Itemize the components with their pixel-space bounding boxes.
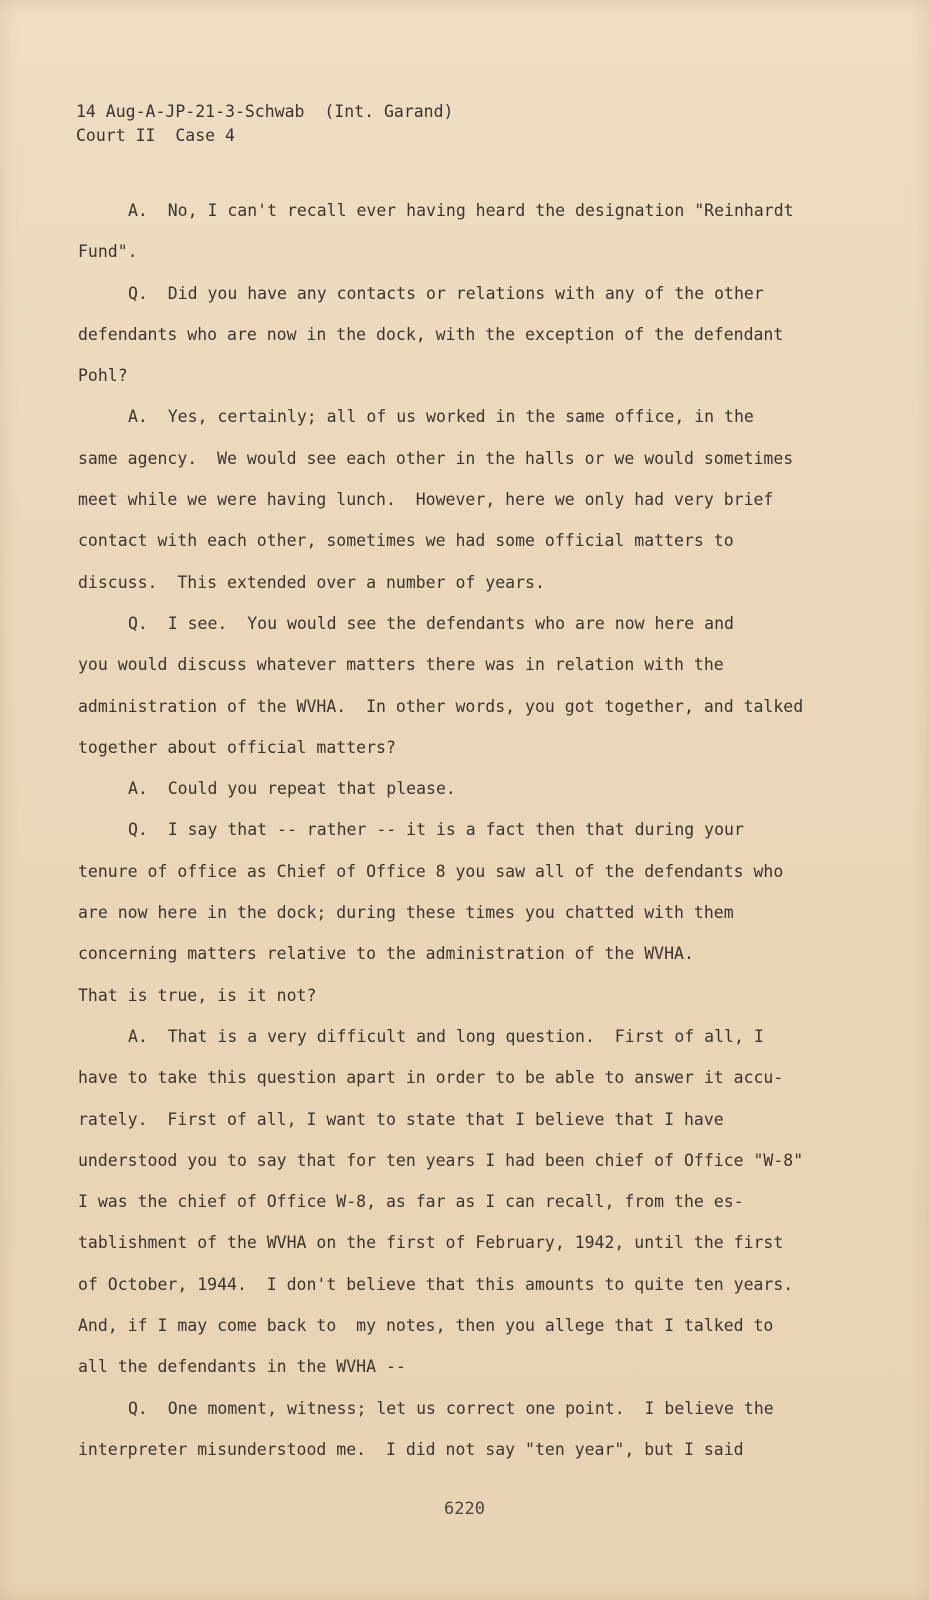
transcript-line: concerning matters relative to the administration of the WVHA. bbox=[78, 944, 694, 964]
transcript-line: same agency. We would see each other in the halls or we would sometimes bbox=[78, 448, 794, 468]
page-number: 6220 bbox=[444, 1499, 485, 1519]
header-line-2: Court II Case 4 bbox=[76, 126, 235, 145]
transcript-line: meet while we were having lunch. However, here we only had very brief bbox=[78, 490, 774, 510]
transcript-line: together about official matters? bbox=[78, 737, 396, 757]
transcript-line: Fund". bbox=[78, 242, 138, 262]
transcript-line: Q. Did you have any contacts or relations with any of the other bbox=[128, 283, 764, 303]
transcript-line: tenure of office as Chief of Office 8 you saw all of the defendants who bbox=[78, 861, 784, 881]
transcript-line: are now here in the dock; during these times you chatted with them bbox=[78, 903, 734, 923]
header-line-1: 14 Aug-A-JP-21-3-Schwab (Int. Garand) bbox=[76, 102, 454, 121]
transcript-line: administration of the WVHA. In other words, you got together, and talked bbox=[78, 696, 804, 716]
transcript-line: of October, 1944. I don't believe that this amounts to quite ten years. bbox=[78, 1274, 794, 1294]
transcript-line: A. Yes, certainly; all of us worked in the same office, in the bbox=[128, 407, 754, 427]
transcript-line: A. That is a very difficult and long question. First of all, I bbox=[128, 1026, 764, 1046]
transcript-line: have to take this question apart in order to be able to answer it accu- bbox=[78, 1068, 784, 1088]
transcript-line: rately. First of all, I want to state that I believe that I have bbox=[78, 1109, 724, 1129]
transcript-line: interpreter misunderstood me. I did not say "ten year", but I said bbox=[78, 1439, 744, 1459]
document-header bbox=[76, 100, 454, 148]
transcript-body bbox=[78, 199, 838, 1479]
transcript-line: And, if I may come back to my notes, then you allege that I talked to bbox=[78, 1316, 774, 1336]
transcript-line: I was the chief of Office W-8, as far as I can recall, from the es- bbox=[78, 1192, 744, 1212]
transcript-line: discuss. This extended over a number of years. bbox=[78, 572, 545, 592]
transcript-line: Pohl? bbox=[78, 366, 128, 386]
transcript-line: you would discuss whatever matters there was in relation with the bbox=[78, 655, 724, 675]
transcript-line: tablishment of the WVHA on the first of February, 1942, until the first bbox=[78, 1233, 784, 1253]
transcript-line: Q. One moment, witness; let us correct one point. I believe the bbox=[128, 1398, 774, 1418]
transcript-line: understood you to say that for ten years I had been chief of Office "W-8" bbox=[78, 1150, 804, 1170]
transcript-line: That is true, is it not? bbox=[78, 985, 317, 1005]
transcript-line: Q. I say that -- rather -- it is a fact then that during your bbox=[128, 820, 744, 840]
transcript-line: contact with each other, sometimes we had some official matters to bbox=[78, 531, 734, 551]
transcript-line: A. Could you repeat that please. bbox=[128, 779, 456, 799]
transcript-line: Q. I see. You would see the defendants who are now here and bbox=[128, 613, 734, 633]
transcript-line: A. No, I can't recall ever having heard the designation "Reinhardt bbox=[128, 201, 794, 220]
transcript-line: all the defendants in the WVHA -- bbox=[78, 1357, 406, 1377]
transcript-line: defendants who are now in the dock, with the exception of the defendant bbox=[78, 324, 784, 344]
